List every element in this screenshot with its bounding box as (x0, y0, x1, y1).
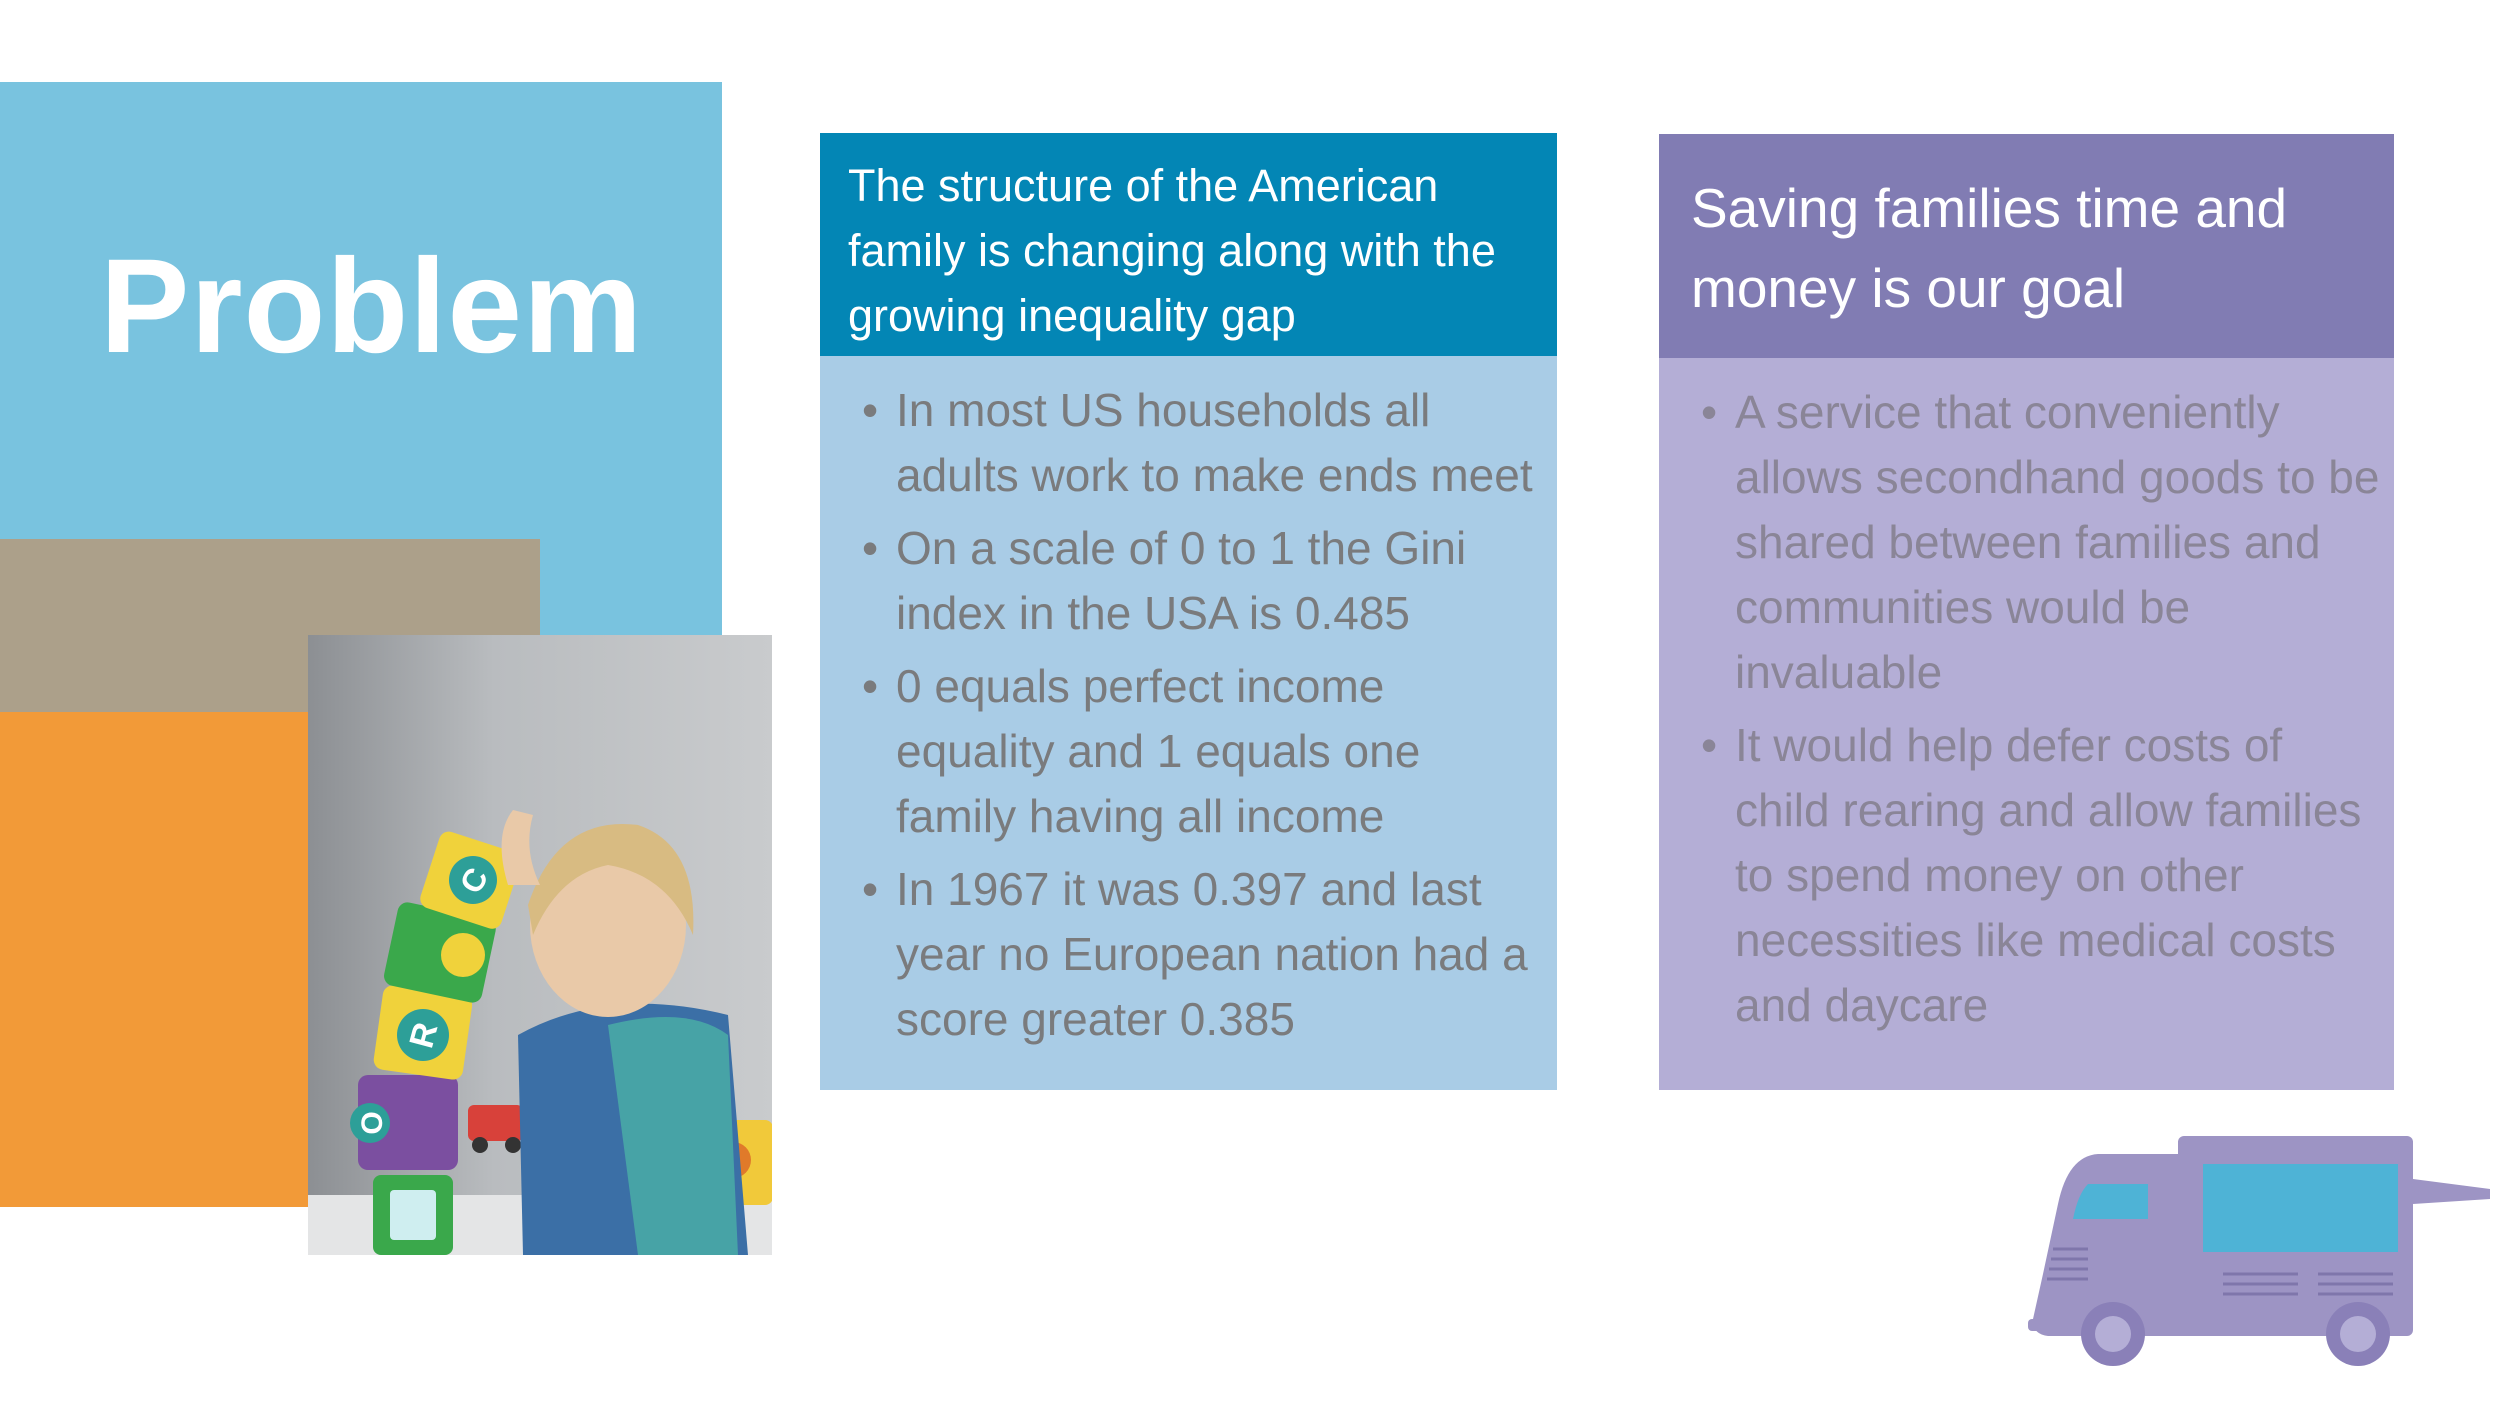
bullet-item: • 0 equals perfect income equality and 1 equals one family having all income (840, 654, 1547, 849)
child-figure (502, 810, 748, 1255)
toy-blocks-stack (350, 829, 523, 1255)
decorative-orange-block (0, 712, 310, 1207)
bullet-item: • In 1967 it was 0.397 and last year no European nation had a score greater 0.385 (840, 857, 1547, 1052)
right-panel-heading: Saving families time and money is our goal (1659, 134, 2394, 358)
left-bullet-list (840, 378, 1547, 1052)
right-panel-body (1659, 358, 2394, 1090)
block-letter-o: O (356, 1111, 389, 1135)
left-panel-heading: The structure of the American family is changing along with the growing inequality gap (820, 133, 1557, 356)
bullet-item: • In most US households all adults work to make ends meet (840, 378, 1547, 508)
slide-title: Problem (100, 232, 644, 381)
bullet-item: • A service that conveniently allows secondhand goods to be shared between families and communities would be invaluable (1679, 380, 2384, 705)
left-panel-body (820, 356, 1557, 1090)
block-letter-r: R (402, 1018, 446, 1053)
block-letter-c: C (452, 861, 496, 900)
food-truck-icon (2028, 1134, 2490, 1368)
child-stacking-blocks-photo (308, 635, 772, 1255)
right-bullet-list (1679, 380, 2384, 1038)
bullet-item: • It would help defer costs of child rearing and allow families to spend money on other necessities like medical costs and daycare (1679, 713, 2384, 1038)
bullet-item: • On a scale of 0 to 1 the Gini index in the USA is 0.485 (840, 516, 1547, 646)
